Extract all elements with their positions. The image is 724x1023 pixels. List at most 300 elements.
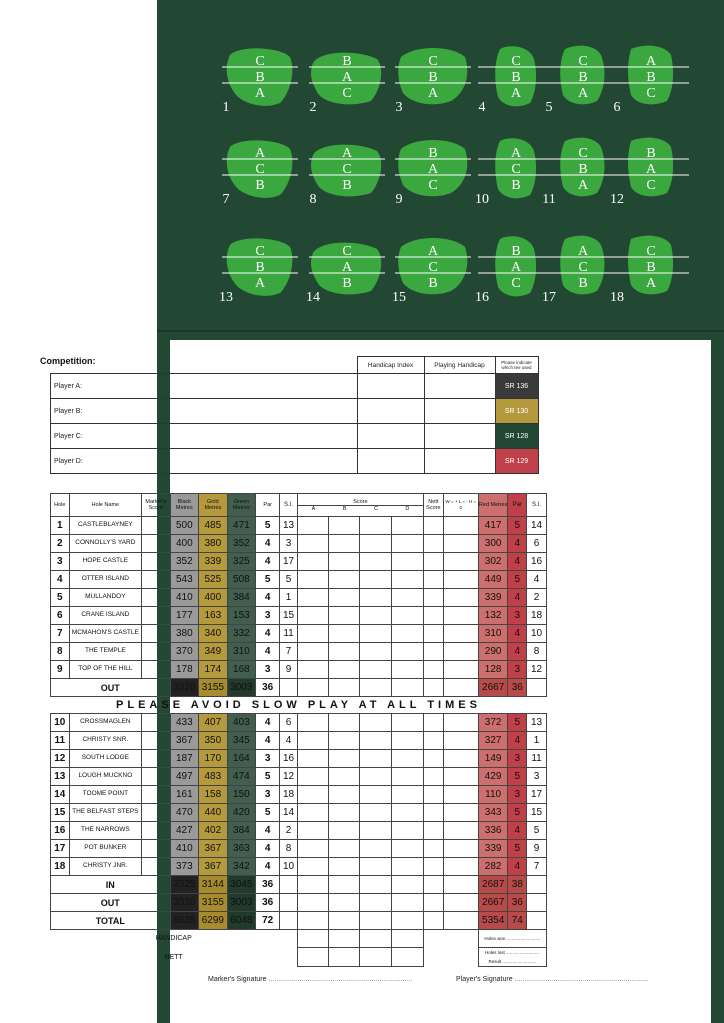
player-signature-label: Player's Signature bbox=[456, 976, 513, 983]
gold-metres: 163 bbox=[199, 607, 228, 625]
stroke-index: 7 bbox=[280, 643, 298, 661]
score-a-cell[interactable] bbox=[297, 625, 328, 643]
nett-score-cell[interactable] bbox=[423, 822, 443, 840]
hole-name: THE NARROWS bbox=[69, 822, 141, 840]
total-wlh-cell[interactable] bbox=[443, 876, 478, 894]
total-d-cell[interactable] bbox=[392, 876, 424, 894]
score-b-cell[interactable] bbox=[328, 607, 360, 625]
wlh-cell[interactable] bbox=[443, 661, 478, 679]
total-red: 2667 bbox=[478, 679, 508, 697]
stroke-index: 12 bbox=[280, 768, 298, 786]
score-d-cell[interactable] bbox=[392, 571, 424, 589]
total-label: TOTAL bbox=[51, 912, 171, 930]
score-c-cell[interactable] bbox=[360, 589, 392, 607]
nett-score-cell[interactable] bbox=[423, 750, 443, 768]
total-c-cell[interactable] bbox=[360, 894, 392, 912]
black-metres: 410 bbox=[170, 840, 199, 858]
marker-score-cell[interactable] bbox=[142, 535, 171, 553]
tee-letter: A bbox=[577, 86, 589, 101]
score-d-cell[interactable] bbox=[392, 714, 424, 732]
score-d-cell[interactable] bbox=[392, 625, 424, 643]
total-a-cell[interactable] bbox=[297, 679, 328, 697]
wlh-cell[interactable] bbox=[443, 553, 478, 571]
total-c-cell[interactable] bbox=[360, 679, 392, 697]
tee-letter: A bbox=[427, 86, 439, 101]
tee-letter: C bbox=[511, 54, 521, 69]
total-nett-cell[interactable] bbox=[423, 912, 443, 930]
marker-score-cell[interactable] bbox=[142, 768, 171, 786]
score-c-cell[interactable] bbox=[360, 571, 392, 589]
handicap-index-field[interactable] bbox=[357, 374, 424, 399]
red-metres: 449 bbox=[478, 571, 508, 589]
hole-row bbox=[51, 822, 547, 840]
score-c-cell[interactable] bbox=[360, 858, 392, 876]
tee-letter: C bbox=[578, 260, 588, 275]
nett-score-cell[interactable] bbox=[423, 553, 443, 571]
tee-letter: B bbox=[578, 276, 588, 291]
gold-metres: 525 bbox=[199, 571, 228, 589]
score-d-cell[interactable] bbox=[392, 858, 424, 876]
nett-score-cell[interactable] bbox=[423, 661, 443, 679]
stroke-index: 17 bbox=[280, 553, 298, 571]
black-metres: 367 bbox=[170, 732, 199, 750]
holes-won-field[interactable]: Holes won ........................... bbox=[478, 930, 546, 948]
hole-name: CHRISTY SNR. bbox=[69, 732, 141, 750]
black-metres: 380 bbox=[170, 625, 199, 643]
tee-letter: C bbox=[255, 54, 265, 69]
wlh-cell[interactable] bbox=[443, 607, 478, 625]
wlh-cell[interactable] bbox=[443, 768, 478, 786]
total-d-cell[interactable] bbox=[392, 912, 424, 930]
green-hole-8 bbox=[309, 145, 385, 207]
spacer bbox=[423, 930, 478, 948]
marker-score-cell[interactable] bbox=[142, 553, 171, 571]
total-b-cell[interactable] bbox=[328, 912, 360, 930]
tee-letter: C bbox=[646, 178, 656, 193]
score-a-cell[interactable] bbox=[297, 535, 328, 553]
red-stroke-index: 3 bbox=[527, 768, 547, 786]
green-hole-2 bbox=[309, 53, 385, 115]
nett-score-cell[interactable] bbox=[423, 768, 443, 786]
black-metres: 187 bbox=[170, 750, 199, 768]
wlh-cell[interactable] bbox=[443, 714, 478, 732]
total-red-si bbox=[527, 894, 547, 912]
score-b-cell[interactable] bbox=[328, 589, 360, 607]
tee-letter: B bbox=[646, 260, 656, 275]
stroke-index: 1 bbox=[280, 589, 298, 607]
gold-metres: 407 bbox=[199, 714, 228, 732]
total-nett-cell[interactable] bbox=[423, 876, 443, 894]
score-a-cell[interactable] bbox=[297, 661, 328, 679]
total-par: 72 bbox=[256, 912, 280, 930]
par: 4 bbox=[256, 714, 280, 732]
score-b-cell[interactable] bbox=[328, 786, 360, 804]
holes-won-label: Holes won bbox=[484, 936, 506, 941]
hole-number: 7 bbox=[51, 625, 70, 643]
total-gold: 3155 bbox=[199, 679, 228, 697]
score-d-cell[interactable] bbox=[392, 822, 424, 840]
score-d-cell[interactable] bbox=[392, 589, 424, 607]
total-b-cell[interactable] bbox=[328, 894, 360, 912]
hole-row bbox=[51, 661, 547, 679]
stroke-index: 11 bbox=[280, 625, 298, 643]
hole-row bbox=[51, 732, 547, 750]
nett-score-cell[interactable] bbox=[423, 625, 443, 643]
wlh-cell[interactable] bbox=[443, 750, 478, 768]
green-metres: 420 bbox=[227, 804, 256, 822]
green-metres: 150 bbox=[227, 786, 256, 804]
marker-header: Marker's Score bbox=[142, 494, 171, 517]
slope-rating: SR 128 bbox=[495, 424, 538, 449]
green-hole-13 bbox=[219, 238, 298, 305]
score-c-cell[interactable] bbox=[360, 750, 392, 768]
total-b-cell[interactable] bbox=[328, 876, 360, 894]
score-b-cell[interactable] bbox=[328, 625, 360, 643]
total-a-cell[interactable] bbox=[297, 912, 328, 930]
black-metres: 373 bbox=[170, 858, 199, 876]
score-a-cell[interactable] bbox=[297, 858, 328, 876]
score-c-cell[interactable] bbox=[360, 553, 392, 571]
marker-score-cell[interactable] bbox=[142, 607, 171, 625]
hole-name: THE BELFAST STEPS bbox=[69, 804, 141, 822]
score-b-cell[interactable] bbox=[328, 822, 360, 840]
black-metres: 427 bbox=[170, 822, 199, 840]
nett-c-cell[interactable] bbox=[360, 948, 392, 967]
total-c-cell[interactable] bbox=[360, 912, 392, 930]
total-d-cell[interactable] bbox=[392, 894, 424, 912]
hole-number: 9 bbox=[51, 661, 70, 679]
marker-score-cell[interactable] bbox=[142, 786, 171, 804]
playing-handicap-field[interactable] bbox=[424, 424, 495, 449]
gold-metres: 174 bbox=[199, 661, 228, 679]
hole-name: CRANE ISLAND bbox=[69, 607, 141, 625]
handicap-index-field[interactable] bbox=[357, 449, 424, 474]
stroke-index: 18 bbox=[280, 786, 298, 804]
red-par: 5 bbox=[508, 571, 527, 589]
total-label: OUT bbox=[51, 894, 171, 912]
wlh-cell[interactable] bbox=[443, 517, 478, 535]
gold-metres: 170 bbox=[199, 750, 228, 768]
score-c-cell[interactable] bbox=[360, 625, 392, 643]
tee-letter: C bbox=[342, 162, 352, 177]
score-a-cell[interactable] bbox=[297, 589, 328, 607]
handicap-b-cell[interactable] bbox=[328, 930, 360, 948]
player-signature-line: ..................................................................... bbox=[514, 976, 649, 983]
total-black: 3310 bbox=[170, 894, 199, 912]
player-signature[interactable] bbox=[456, 975, 649, 984]
hole-number: 7 bbox=[222, 192, 230, 207]
wlh-cell[interactable] bbox=[443, 589, 478, 607]
handicap-d-cell[interactable] bbox=[392, 930, 424, 948]
marker-score-cell[interactable] bbox=[142, 804, 171, 822]
black-metres: 178 bbox=[170, 661, 199, 679]
score-a-cell[interactable] bbox=[297, 768, 328, 786]
player-columns bbox=[298, 506, 423, 512]
nett-score-cell[interactable] bbox=[423, 571, 443, 589]
gold-metres: 340 bbox=[199, 625, 228, 643]
red-metres: 417 bbox=[478, 517, 508, 535]
score-b-cell[interactable] bbox=[328, 571, 360, 589]
score-b-cell[interactable] bbox=[328, 714, 360, 732]
score-a-cell[interactable] bbox=[297, 750, 328, 768]
nett-score-cell[interactable] bbox=[423, 535, 443, 553]
wlh-cell[interactable] bbox=[443, 804, 478, 822]
score-d-cell[interactable] bbox=[392, 786, 424, 804]
score-a-cell[interactable] bbox=[297, 732, 328, 750]
red-par: 3 bbox=[508, 786, 527, 804]
marker-score-cell[interactable] bbox=[142, 732, 171, 750]
score-b-cell[interactable] bbox=[328, 535, 360, 553]
playing-handicap-field[interactable] bbox=[424, 449, 495, 474]
score-a-cell[interactable] bbox=[297, 553, 328, 571]
tee-letter: B bbox=[342, 178, 352, 193]
score-c-cell[interactable] bbox=[360, 661, 392, 679]
tee-letter: C bbox=[255, 244, 265, 259]
tee-letter: A bbox=[254, 146, 266, 161]
score-b-cell[interactable] bbox=[328, 517, 360, 535]
total-red-par: 36 bbox=[508, 679, 527, 697]
total-green: 6048 bbox=[227, 912, 256, 930]
tee-letter: A bbox=[577, 178, 589, 193]
stroke-index: 4 bbox=[280, 732, 298, 750]
holes-lost-field[interactable]: Holes lost ........................... Result ........................... bbox=[478, 948, 546, 967]
hole-number: 10 bbox=[475, 192, 489, 207]
player-name-field[interactable]: Player A: bbox=[51, 374, 358, 399]
total-red-par: 36 bbox=[508, 894, 527, 912]
red-metres: 300 bbox=[478, 535, 508, 553]
wlh-cell[interactable] bbox=[443, 732, 478, 750]
total-b-cell[interactable] bbox=[328, 679, 360, 697]
player-row bbox=[51, 374, 539, 399]
score-d-cell[interactable] bbox=[392, 643, 424, 661]
nett-score-cell[interactable] bbox=[423, 643, 443, 661]
playing-handicap-field[interactable] bbox=[424, 399, 495, 424]
wlh-cell[interactable] bbox=[443, 535, 478, 553]
hole-name: SOUTH LODGE bbox=[69, 750, 141, 768]
wlh-cell[interactable] bbox=[443, 840, 478, 858]
hole-number: 15 bbox=[392, 290, 406, 305]
tee-letter: B bbox=[511, 244, 521, 259]
marker-score-cell[interactable] bbox=[142, 517, 171, 535]
total-d-cell[interactable] bbox=[392, 679, 424, 697]
score-b-cell[interactable] bbox=[328, 750, 360, 768]
nett-score-cell[interactable] bbox=[423, 589, 443, 607]
total-nett-cell[interactable] bbox=[423, 894, 443, 912]
score-d-cell[interactable] bbox=[392, 535, 424, 553]
red-metres: 128 bbox=[478, 661, 508, 679]
green-metres: 342 bbox=[227, 858, 256, 876]
marker-score-cell[interactable] bbox=[142, 750, 171, 768]
score-a-cell[interactable] bbox=[297, 643, 328, 661]
score-c-cell[interactable] bbox=[360, 768, 392, 786]
handicap-a-cell[interactable] bbox=[297, 930, 328, 948]
red-par: 4 bbox=[508, 535, 527, 553]
total-wlh-cell[interactable] bbox=[443, 894, 478, 912]
score-b-cell[interactable] bbox=[328, 661, 360, 679]
wlh-cell[interactable] bbox=[443, 625, 478, 643]
wlh-cell[interactable] bbox=[443, 571, 478, 589]
hole-number: 6 bbox=[613, 100, 621, 115]
score-c-cell[interactable] bbox=[360, 535, 392, 553]
marker-score-cell[interactable] bbox=[142, 822, 171, 840]
score-c-cell[interactable] bbox=[360, 643, 392, 661]
score-d-cell[interactable] bbox=[392, 732, 424, 750]
tee-letter: A bbox=[341, 146, 353, 161]
nett-score-cell[interactable] bbox=[423, 732, 443, 750]
score-d-cell[interactable] bbox=[392, 840, 424, 858]
total-black: 3310 bbox=[170, 679, 199, 697]
gold-metres: 483 bbox=[199, 768, 228, 786]
nett-score-cell[interactable] bbox=[423, 804, 443, 822]
score-b-cell[interactable] bbox=[328, 553, 360, 571]
score-b-cell[interactable] bbox=[328, 768, 360, 786]
nett-score-cell[interactable] bbox=[423, 858, 443, 876]
marker-score-cell[interactable] bbox=[142, 714, 171, 732]
score-b-cell[interactable] bbox=[328, 732, 360, 750]
marker-score-cell[interactable] bbox=[142, 625, 171, 643]
par: 4 bbox=[256, 589, 280, 607]
score-a-cell[interactable] bbox=[297, 786, 328, 804]
wlh-cell[interactable] bbox=[443, 858, 478, 876]
score-a-cell[interactable] bbox=[297, 804, 328, 822]
green-hole-18 bbox=[610, 236, 689, 305]
hole-header: Hole bbox=[51, 494, 70, 517]
marker-score-cell[interactable] bbox=[142, 840, 171, 858]
score-c-cell[interactable] bbox=[360, 786, 392, 804]
red-stroke-index: 8 bbox=[527, 643, 547, 661]
marker-score-cell[interactable] bbox=[142, 571, 171, 589]
total-wlh-cell[interactable] bbox=[443, 679, 478, 697]
score-b-cell[interactable] bbox=[328, 858, 360, 876]
score-a-cell[interactable] bbox=[297, 822, 328, 840]
hole-number: 4 bbox=[51, 571, 70, 589]
red-metres: 282 bbox=[478, 858, 508, 876]
hole-number: 1 bbox=[222, 100, 230, 115]
total-gold: 3155 bbox=[199, 894, 228, 912]
handicap-index-field[interactable] bbox=[357, 424, 424, 449]
nett-score-cell[interactable] bbox=[423, 786, 443, 804]
red-par: 5 bbox=[508, 804, 527, 822]
nett-a-cell[interactable] bbox=[297, 948, 328, 967]
total-nett-cell[interactable] bbox=[423, 679, 443, 697]
score-c-cell[interactable] bbox=[360, 840, 392, 858]
hole-number: 3 bbox=[395, 100, 403, 115]
handicap-index-field[interactable] bbox=[357, 399, 424, 424]
score-a-cell[interactable] bbox=[297, 571, 328, 589]
nett-score-cell[interactable] bbox=[423, 714, 443, 732]
par: 3 bbox=[256, 661, 280, 679]
player-name-field[interactable]: Player D: bbox=[51, 449, 358, 474]
score-a-cell[interactable] bbox=[297, 840, 328, 858]
player-name-field[interactable]: Player B: bbox=[51, 399, 358, 424]
total-green: 3003 bbox=[227, 679, 256, 697]
handicap-c-cell[interactable] bbox=[360, 930, 392, 948]
playing-handicap-field[interactable] bbox=[424, 374, 495, 399]
par: 5 bbox=[256, 571, 280, 589]
total-a-cell[interactable] bbox=[297, 876, 328, 894]
score-d-cell[interactable] bbox=[392, 750, 424, 768]
red-stroke-index: 7 bbox=[527, 858, 547, 876]
marker-signature[interactable] bbox=[208, 975, 412, 984]
result-label: Result bbox=[488, 959, 502, 964]
score-c-cell[interactable] bbox=[360, 517, 392, 535]
green-hole-1 bbox=[222, 48, 298, 115]
red-par: 5 bbox=[508, 517, 527, 535]
score-d-cell[interactable] bbox=[392, 804, 424, 822]
par: 4 bbox=[256, 822, 280, 840]
black-metres: 400 bbox=[170, 535, 199, 553]
score-b-cell[interactable] bbox=[328, 643, 360, 661]
card-fold bbox=[157, 330, 724, 332]
stroke-index: 5 bbox=[280, 571, 298, 589]
hole-row bbox=[51, 786, 547, 804]
score-c-cell[interactable] bbox=[360, 714, 392, 732]
handicap-label: HANDICAP bbox=[155, 935, 192, 943]
wlh-cell[interactable] bbox=[443, 786, 478, 804]
nett-b-cell[interactable] bbox=[328, 948, 360, 967]
score-b-cell[interactable] bbox=[328, 840, 360, 858]
score-a-cell[interactable] bbox=[297, 517, 328, 535]
total-wlh-cell[interactable] bbox=[443, 912, 478, 930]
total-red-si bbox=[527, 912, 547, 930]
total-a-cell[interactable] bbox=[297, 894, 328, 912]
nett-d-cell[interactable] bbox=[392, 948, 424, 967]
red-metres: 132 bbox=[478, 607, 508, 625]
stroke-index: 6 bbox=[280, 714, 298, 732]
score-d-cell[interactable] bbox=[392, 553, 424, 571]
gold-metres: 339 bbox=[199, 553, 228, 571]
red-metres: 339 bbox=[478, 589, 508, 607]
score-c-cell[interactable] bbox=[360, 607, 392, 625]
red-par: 4 bbox=[508, 553, 527, 571]
green-hole-14 bbox=[306, 243, 385, 305]
hole-name: HOPE CASTLE bbox=[69, 553, 141, 571]
score-d-cell[interactable] bbox=[392, 517, 424, 535]
score-d-cell[interactable] bbox=[392, 661, 424, 679]
tee-letter: B bbox=[578, 162, 588, 177]
tee-letter: A bbox=[645, 276, 657, 291]
gold-header: Gold Metres bbox=[199, 494, 228, 517]
total-c-cell[interactable] bbox=[360, 876, 392, 894]
par: 5 bbox=[256, 768, 280, 786]
score-d-cell[interactable] bbox=[392, 768, 424, 786]
score-c-cell[interactable] bbox=[360, 822, 392, 840]
wlh-cell[interactable] bbox=[443, 643, 478, 661]
hole-name: CHRISTY JNR. bbox=[69, 858, 141, 876]
marker-score-cell[interactable] bbox=[142, 589, 171, 607]
tee-letter: A bbox=[341, 260, 353, 275]
marker-score-cell[interactable] bbox=[142, 661, 171, 679]
score-b-cell[interactable] bbox=[328, 804, 360, 822]
tee-letter: A bbox=[645, 54, 657, 69]
nett-score-cell[interactable] bbox=[423, 607, 443, 625]
player-name-field[interactable]: Player C: bbox=[51, 424, 358, 449]
red-stroke-index: 18 bbox=[527, 607, 547, 625]
score-a-cell[interactable] bbox=[297, 714, 328, 732]
nett-score-cell[interactable] bbox=[423, 517, 443, 535]
score-c-cell[interactable] bbox=[360, 804, 392, 822]
gold-metres: 349 bbox=[199, 643, 228, 661]
score-d-cell[interactable] bbox=[392, 607, 424, 625]
nett-score-cell[interactable] bbox=[423, 840, 443, 858]
tee-letter: A bbox=[645, 162, 657, 177]
total-red-si bbox=[527, 876, 547, 894]
marker-score-cell[interactable] bbox=[142, 643, 171, 661]
wlh-cell[interactable] bbox=[443, 822, 478, 840]
score-a-cell[interactable] bbox=[297, 607, 328, 625]
marker-score-cell[interactable] bbox=[142, 858, 171, 876]
score-c-cell[interactable] bbox=[360, 732, 392, 750]
